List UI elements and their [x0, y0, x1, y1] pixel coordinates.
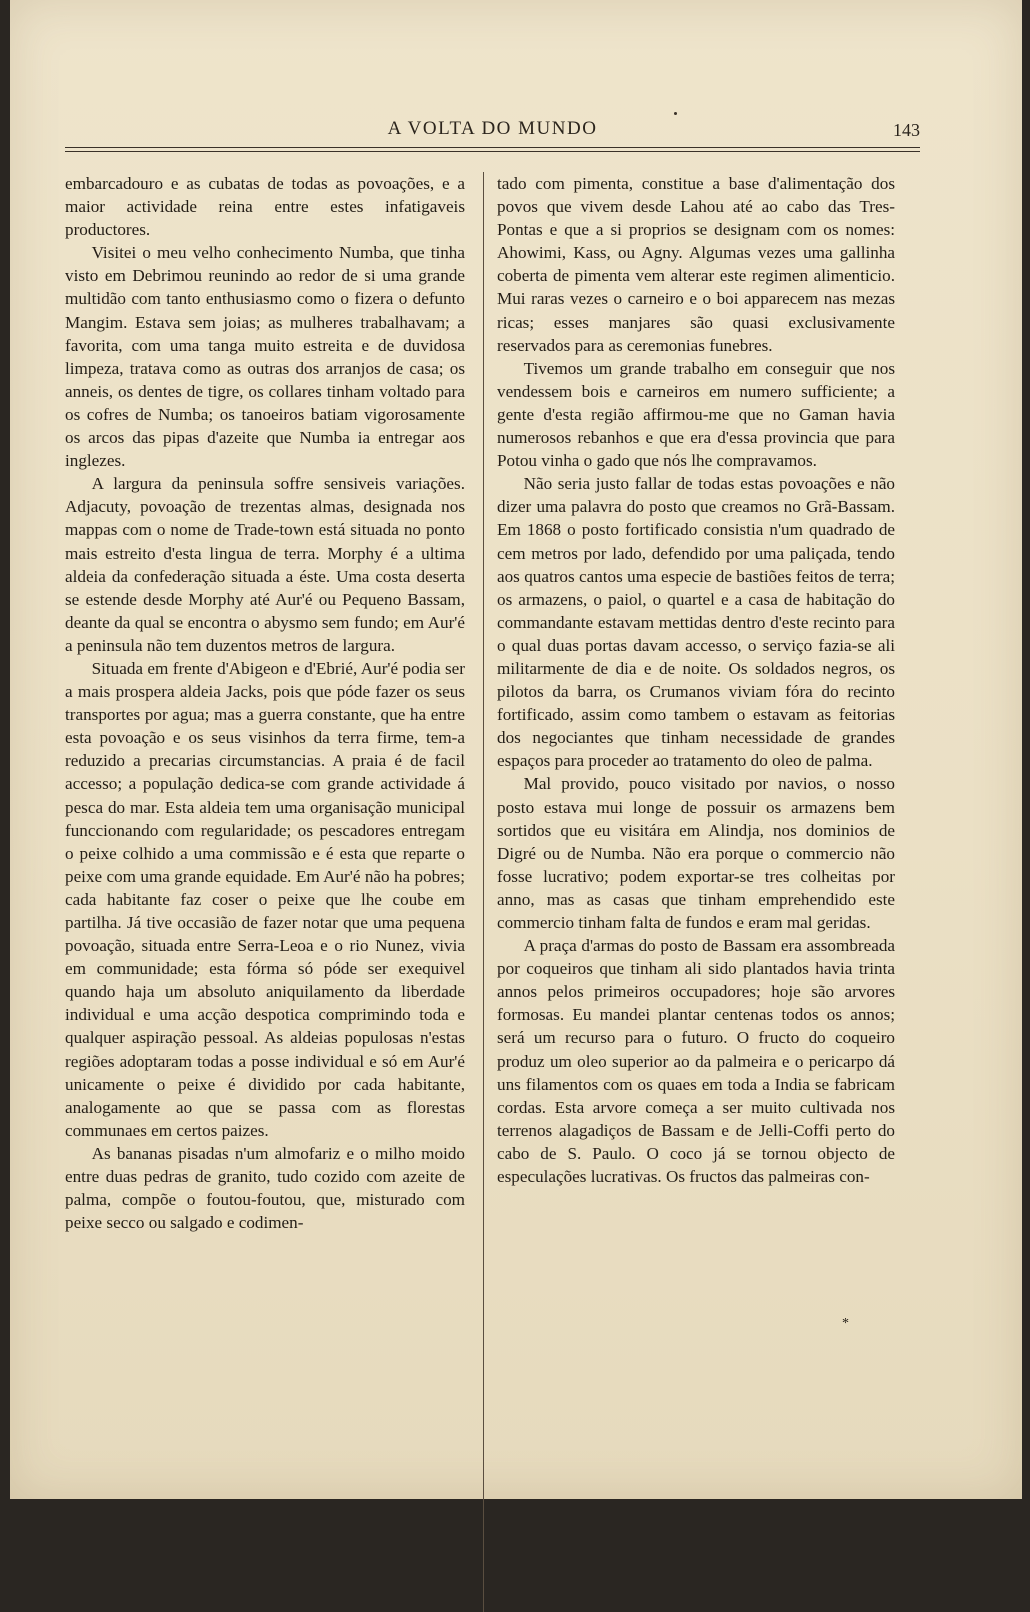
book-page	[10, 0, 1022, 1499]
signature-mark: *	[842, 1316, 849, 1331]
page-number: 143	[893, 120, 920, 140]
paragraph: Visitei o meu velho conhecimento Numba, que tinha visto em Debrimou reunindo ao redor de si uma grande multidão com tanto enthusiasmo como o fizera o defunto Mangim. Estava sem joias; as mulheres trabalhavam; a favorita, com uma tanga muito estreita e de duvidosa limpeza, tratava como as outras dos arranjos de casa; os anneis, os dentes de tigre, os collares tinham voltado para os cofres de Numba; os tanoeiros batiam vigorosamente os arcos das pipas d'azeite que Numba ia entregar aos inglezes.	[65, 243, 465, 471]
paragraph: As bananas pisadas n'um almofariz e o milho moido entre duas pedras de granito, tudo cozido com azeite de palma, compõe o foutou-foutou, que, misturado com peixe secco ou salgado e codimen-	[65, 1143, 465, 1233]
page-header	[65, 118, 920, 158]
column-divider	[483, 172, 484, 1612]
paragraph: A largura da peninsula soffre sensiveis variações. Adjacuty, povoação de trezentas almas, designada nos mappas com o nome de Trade-town está situada no ponto mais estreito d'esta lingua de terra. Morphy é a ultima aldeia da confederação situada a éste. Uma costa deserta se estende desde Morphy até Aur'é ou Pequeno Bassam, deante da qual se encontra o abysmo sem fundo; em Aur'é a peninsula não tem duzentos metros de largura.	[65, 474, 465, 655]
paragraph: A praça d'armas do posto de Bassam era assombreada por coqueiros que tinham ali sido plantados havia trinta annos pelos primeiros occupadores; hoje são arvores formosas. Eu mandei plantar centenas todos os annos; será um recurso para o futuro. O fructo do coqueiro produz um oleo superior ao da palmeira e o pericarpo dá uns filamentos com os quaes em toda a India se fabricam cordas. Esta arvore começa a ser muito cultivada nos terrenos alagadiços de Bassam e de Jelli-Coffi perto do cabo de S. Paulo. O coco já se tornou objecto de especulações lucrativas. Os fructos das palmeiras con-	[497, 936, 895, 1187]
ink-speck	[674, 112, 677, 115]
paragraph: tado com pimenta, constitue a base d'alimentação dos povos que vivem desde Lahou até ao cabo das Tres-Pontas e que a si proprios se designam com os nomes: Ahowimi, Kass, ou Agny. Algumas vezes uma gallinha coberta de pimenta vem alterar este regimen alimenticio. Mui raras vezes o carneiro e o boi apparecem nas mezas ricas; esses manjares são quasi exclusivamente reservados para as ceremonias funebres.	[497, 174, 895, 355]
paragraph: Mal provido, pouco visitado por navios, o nosso posto estava mui longe de possuir os armazens bem sortidos que eu visitára em Alindja, nos dominios de Digré ou de Numba. Não era porque o commercio não fosse lucrativo; podem exportar-se tres colheitas por anno, mas as casas que tinham emprehendido este commercio tinham falta de fundos e eram mal geridas.	[497, 774, 895, 932]
paragraph: Situada em frente d'Abigeon e d'Ebrié, Aur'é podia ser a mais prospera aldeia Jacks, pois que póde fazer os seus transportes por agua; mas a guerra constante, que ha entre esta povoação e os seus visinhos da terra firme, tem-a reduzido a precarias circumstancias. A praia é de facil accesso; a população dedica-se com grande actividade á pesca do mar. Esta aldeia tem uma organisação municipal funccionando com regularidade; os pescadores entregam o peixe colhido a uma commissão e é esta que reparte o peixe com uma grande equidade. Em Aur'é não ha pobres; cada habitante faz coser o peixe que lhe coube em partilha. Já tive occasião de fazer notar que uma pequena povoação, situada entre Serra-Leoa e o rio Nunez, vivia em communidade; esta fórma só póde ser exequivel quando haja um absoluto aniquilamento da liberdade individual e uma acção despotica comprimindo toda e qualquer aspiração pessoal. As aldeias populosas n'estas regiões adoptaram todas a posse individual e só em Aur'é unicamente o peixe é dividido por cada habitante, analogamente ao que se passa com as florestas communaes em certos paizes.	[65, 658, 465, 1140]
running-title: A VOLTA DO MUNDO	[387, 118, 598, 139]
paragraph: Não seria justo fallar de todas estas povoações e não dizer uma palavra do posto que creamos no Grã-Bassam. Em 1868 o posto fortificado consistia n'um quadrado de cem metros por lado, defendido por uma paliçada, tendo aos quatros cantos uma especie de bastiões feitos de terra; os armazens, o paiol, o quartel e a casa de habitação do commandante estavam mettidas dentro d'este recinto para o qual duas portas davam accesso, o serviço fazia-se ali militarmente de dia e de noite. Os soldados negros, os pilotos da barra, os Crumanos viviam fóra do recinto fortificado, assim como tambem o estavam as feitorias dos negociantes que tinham necessidade de grandes espaços para proceder ao tratamento do oleo de palma.	[497, 474, 895, 771]
header-rule-top	[65, 147, 920, 148]
header-rule-bottom	[65, 151, 920, 152]
right-column	[497, 172, 895, 1188]
left-column	[65, 172, 465, 1234]
paragraph: Tivemos um grande trabalho em conseguir que nos vendessem bois e carneiros em numero sufficiente; a gente d'esta região affirmou-me que no Gaman havia numerosos rebanhos e que era d'essa provincia que para Potou vinha o gado que nós lhe compravamos.	[497, 358, 895, 471]
paragraph: embarcadouro e as cubatas de todas as povoações, e a maior actividade reina entre estes infatigaveis productores.	[65, 174, 465, 240]
